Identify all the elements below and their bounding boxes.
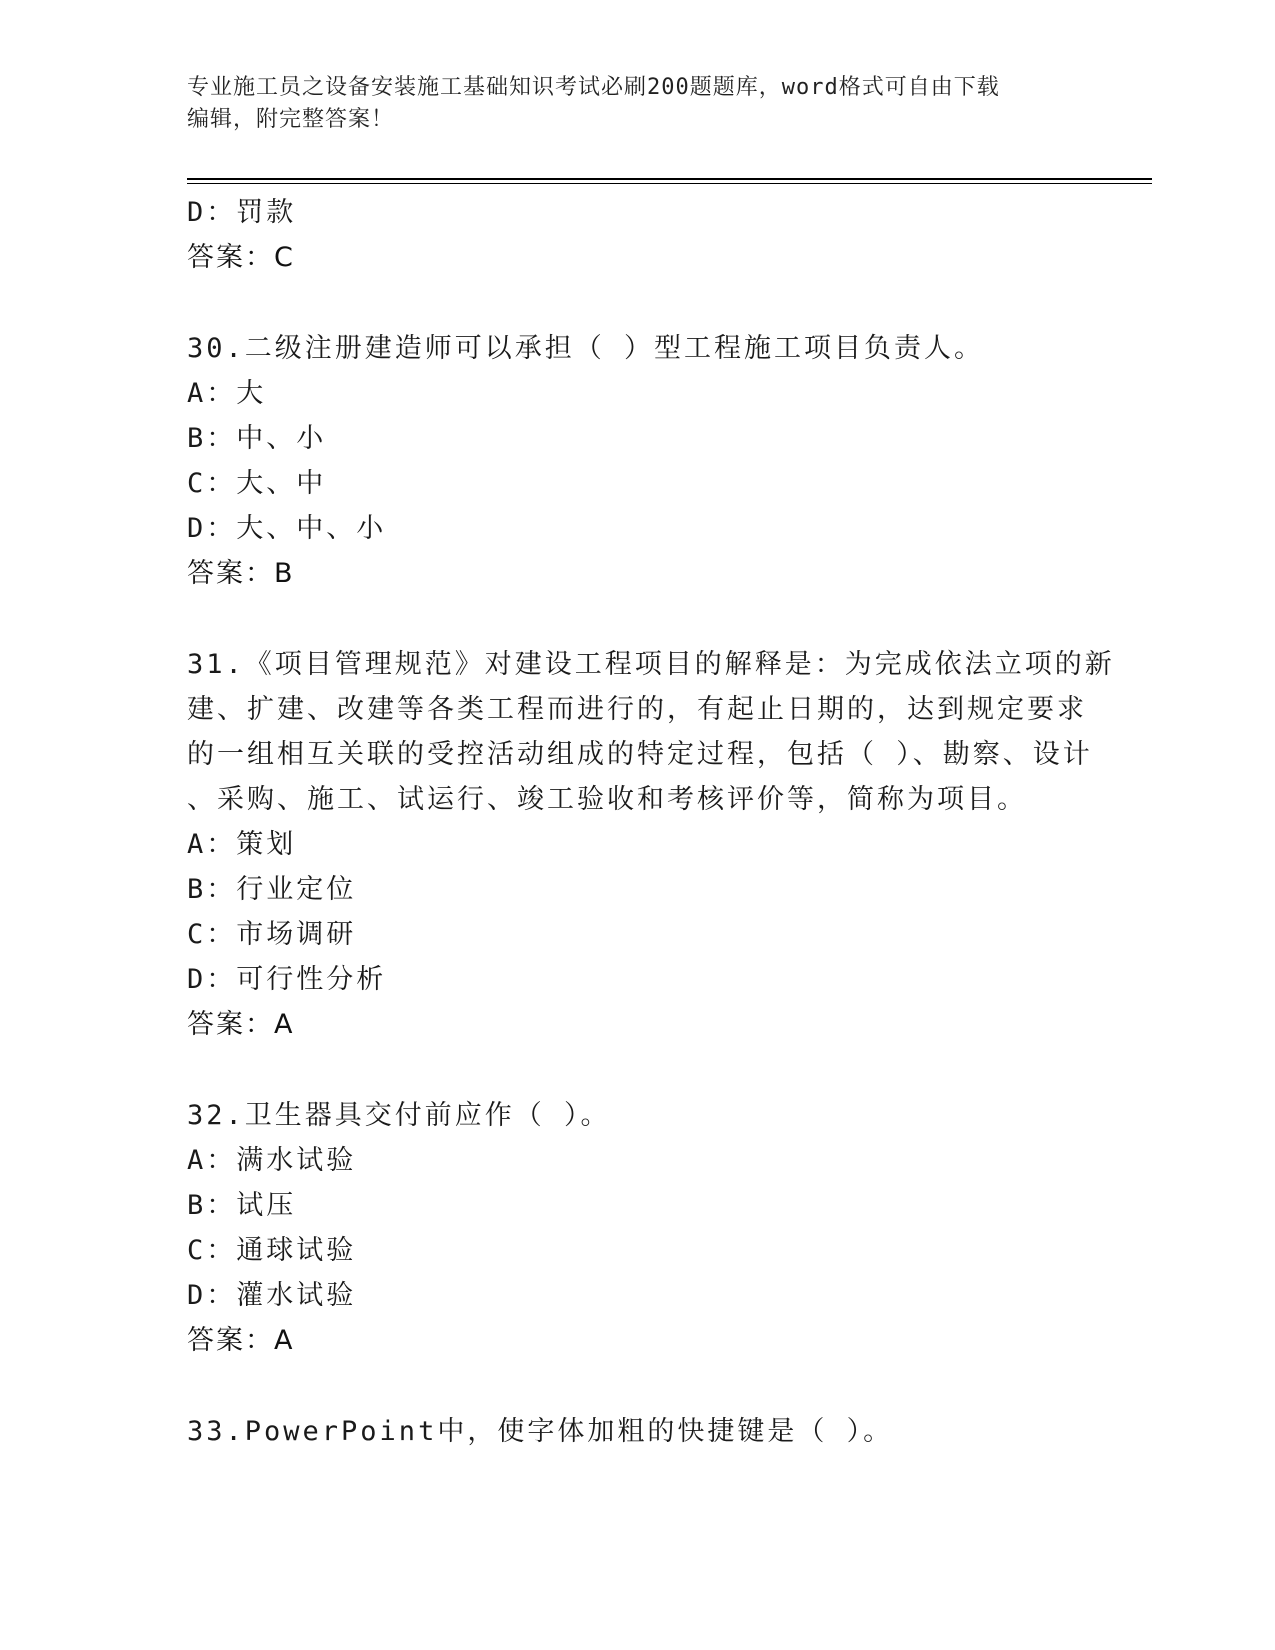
header-rule-thick [187, 178, 1152, 180]
option-d: D：罚款 [187, 197, 297, 228]
question-block-prev [187, 190, 1087, 280]
option-c: C：市场调研 [187, 919, 357, 950]
option-b: B：行业定位 [187, 874, 357, 905]
header-line-2: 编辑，附完整答案！ [187, 107, 395, 132]
question-stem: 33.PowerPoint中，使字体加粗的快捷键是（ ）。 [187, 1416, 894, 1447]
option-c: C：通球试验 [187, 1235, 357, 1266]
option-d: D：灌水试验 [187, 1280, 357, 1311]
option-b: B：中、小 [187, 423, 327, 454]
option-a: A：满水试验 [187, 1145, 357, 1176]
stem-line: 、采购、施工、试运行、竣工验收和考核评价等，简称为项目。 [187, 784, 1027, 815]
option-b: B：试压 [187, 1190, 297, 1221]
header-rule-thin [187, 183, 1152, 184]
header-line-1: 专业施工员之设备安装施工基础知识考试必刷200题题库，word格式可自由下载 [187, 75, 1000, 100]
spacer [187, 1363, 1087, 1409]
spacer [187, 280, 1087, 326]
answer-line: 答案：B [187, 558, 295, 589]
document-header [187, 72, 1067, 136]
question-stem [187, 642, 1115, 822]
option-a: A：策划 [187, 829, 297, 860]
spacer [187, 596, 1087, 642]
answer-line: 答案：A [187, 1325, 295, 1356]
option-c: C：大、中 [187, 468, 327, 499]
stem-line: 的一组相互关联的受控活动组成的特定过程，包括（ ）、勘察、设计 [187, 739, 1093, 770]
question-stem: 32.卫生器具交付前应作（ ）。 [187, 1100, 611, 1131]
question-list [187, 190, 1115, 1454]
question-block-31 [187, 642, 1115, 1047]
option-a: A：大 [187, 378, 267, 409]
question-block-30 [187, 326, 1087, 596]
option-d: D：大、中、小 [187, 513, 387, 544]
stem-line: 建、扩建、改建等各类工程而进行的，有起止日期的，达到规定要求 [187, 694, 1087, 725]
answer-line: 答案：A [187, 1009, 295, 1040]
stem-line: 31.《项目管理规范》对建设工程项目的解释是：为完成依法立项的新 [187, 649, 1115, 680]
spacer [187, 1047, 1087, 1093]
question-block-32 [187, 1093, 1087, 1363]
option-d: D：可行性分析 [187, 964, 387, 995]
question-stem: 30.二级注册建造师可以承担（ ）型工程施工项目负责人。 [187, 333, 985, 364]
answer-line: 答案：C [187, 242, 295, 273]
question-block-33 [187, 1409, 1087, 1454]
